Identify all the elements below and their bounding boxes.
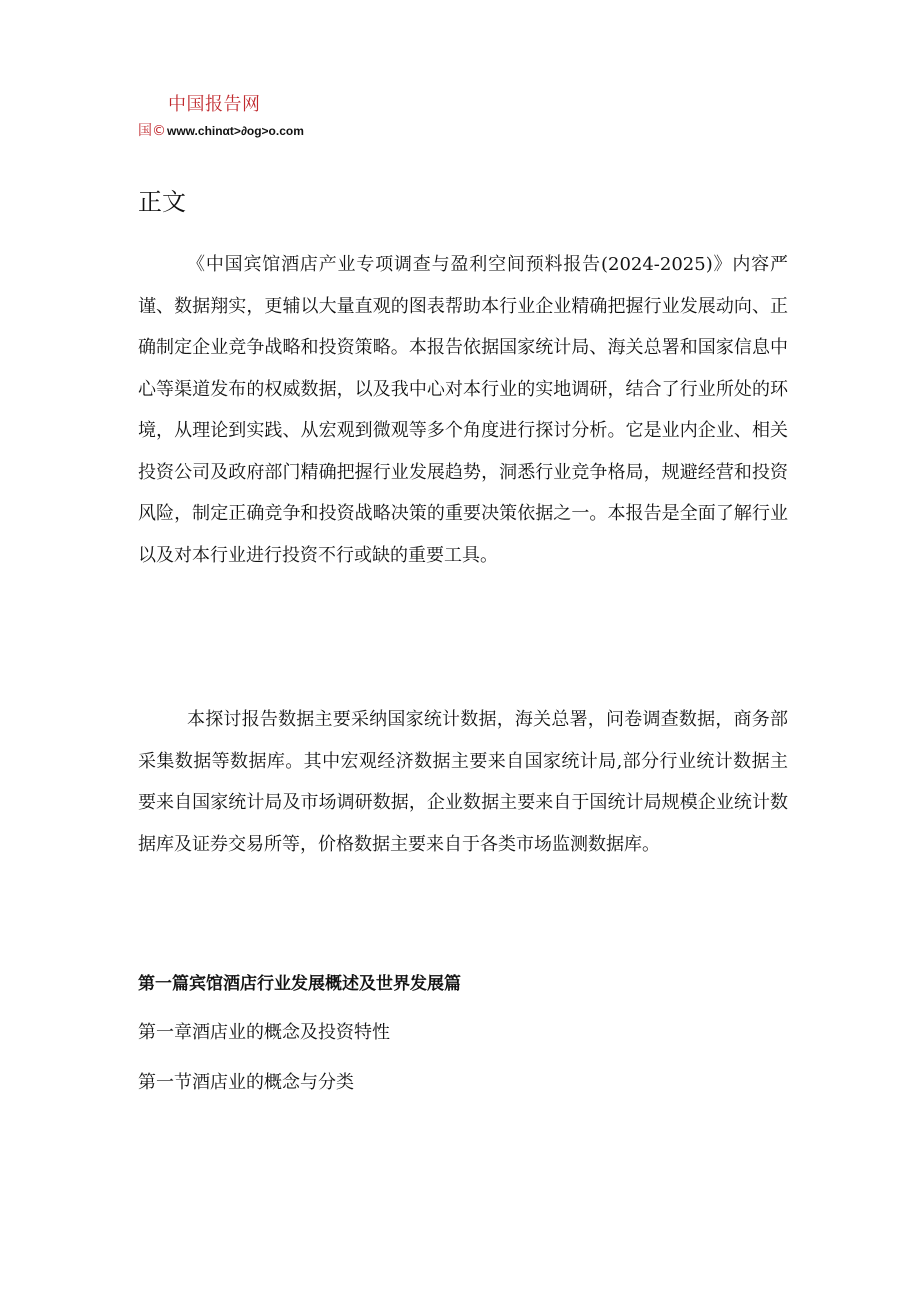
toc-chapter-title: 第一章酒店业的概念及投资特性 (138, 1022, 390, 1043)
toc-section-title: 第一节酒店业的概念与分类 (138, 1072, 354, 1093)
toc-part-title: 第一篇宾馆酒店行业发展概述及世界发展篇 (138, 974, 461, 994)
logo-title: 中国报告网 (168, 94, 261, 115)
body-paragraph-data-sources: 本探讨报告数据主要采纳国家统计数据，海关总署，问卷调查数据，商务部采集数据等数据库。其中宏观经济数据主要来自国家统计局,部分行业统计数据主要来自国家统计局及市场调研数据，企业数据主要来自于国统计局规模企业统计数据库及证券交易所等，价格数据主要来自于各类市场监测数据库。 (138, 709, 788, 855)
page-heading: 正文 (138, 188, 186, 216)
logo-mark: 国© (138, 123, 166, 139)
logo-url: www.chinαt>∂og>o.com (167, 124, 304, 138)
logo-url-row (138, 120, 304, 140)
body-paragraph-intro: 《中国宾馆酒店产业专项调查与盈利空间预料报告(2024-2025)》内容严谨、数据翔实，更辅以大量直观的图表帮助本行业企业精确把握行业发展动向、正确制定企业竞争战略和投资策略。本报告依据国家统计局、海关总署和国家信息中心等渠道发布的权威数据，以及我中心对本行业的实地调研，结合了行业所处的环境，从理论到实践、从宏观到微观等多个角度进行探讨分析。它是业内企业、相关投资公司及政府部门精确把握行业发展趋势，洞悉行业竞争格局，规避经营和投资风险，制定正确竞争和投资战略决策的重要决策依据之一。本报告是全面了解行业以及对本行业进行投资不行或缺的重要工具。 (138, 254, 788, 566)
